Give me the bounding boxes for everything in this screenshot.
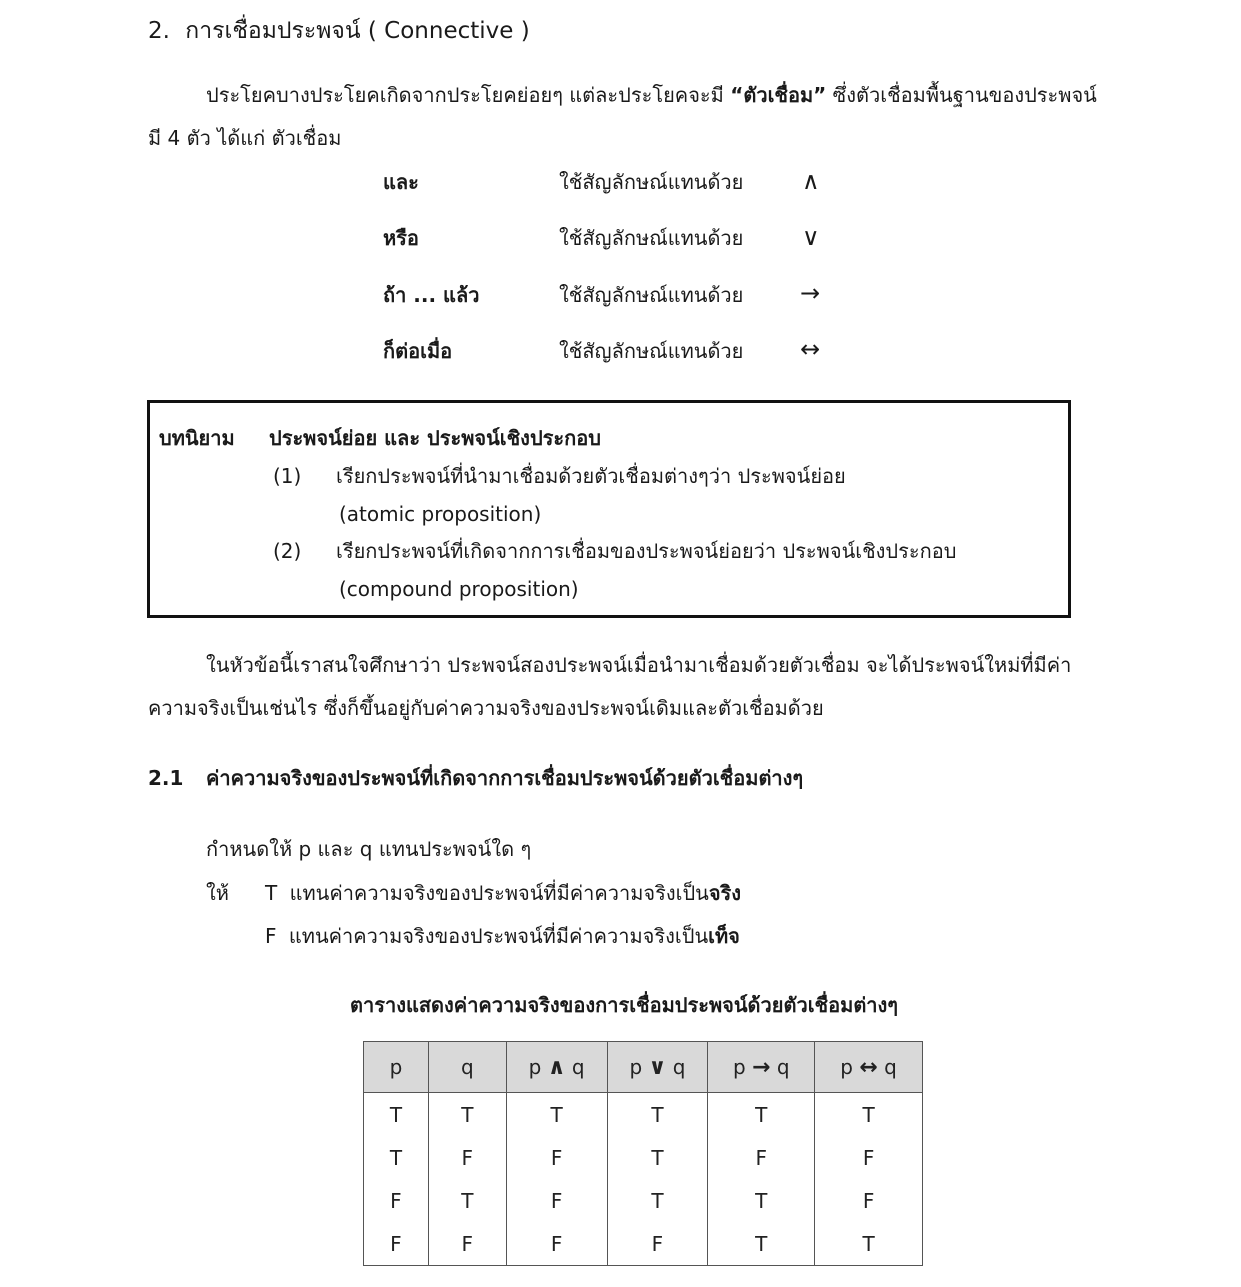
subsection-title: ค่าความจริงของประพจน์ที่เกิดจากการเชื่อมประพจน์ด้วยตัวเชื่อมต่างๆ (206, 766, 804, 790)
table-cell: T (506, 1093, 607, 1137)
definition-item-text: เรียกประพจน์ที่นำมาเชื่อมด้วยตัวเชื่อมต่างๆว่า ประพจน์ย่อย (336, 464, 846, 488)
connective-word: หรือ (383, 226, 419, 250)
true-definition (265, 880, 741, 906)
table-cell: T (607, 1179, 708, 1222)
definition-item-english: (atomic proposition) (339, 502, 542, 526)
and-symbol: ∧ (547, 1054, 566, 1080)
table-cell: F (506, 1222, 607, 1266)
table-cell: T (815, 1222, 923, 1266)
paragraph-line-2: ความจริงเป็นเช่นไร ซึ่งก็ขึ้นอยู่กับค่าความจริงของประพจน์เดิมและตัวเชื่อมด้วย (148, 696, 824, 720)
connective-word: ก็ต่อเมื่อ (383, 339, 453, 363)
table-row (364, 1093, 923, 1137)
table-cell: T (364, 1136, 429, 1179)
subsection-number: 2.1 (148, 766, 184, 790)
table-cell: T (428, 1179, 506, 1222)
connective-phrase: ใช้สัญลักษณ์แทนด้วย (559, 283, 744, 307)
section-number: 2. (148, 18, 170, 44)
table-cell: T (815, 1093, 923, 1137)
table-cell: T (607, 1136, 708, 1179)
table-row (364, 1136, 923, 1179)
connective-word: และ (383, 170, 419, 194)
header-implies: p → q (708, 1042, 815, 1093)
table-cell: F (506, 1179, 607, 1222)
implies-symbol: → (800, 279, 821, 307)
paragraph-line-1: ในหัวข้อนี้เราสนใจศึกษาว่า ประพจน์สองประพจน์เมื่อนำมาเชื่อมด้วยตัวเชื่อม จะได้ประพจน์ใหม่ที่มีค่า (206, 653, 1072, 677)
connective-phrase: ใช้สัญลักษณ์แทนด้วย (559, 226, 744, 250)
or-symbol: ∨ (802, 223, 820, 251)
table-cell: F (607, 1222, 708, 1266)
connective-word: ถ้า ... แล้ว (383, 283, 480, 307)
table-cell: T (607, 1093, 708, 1137)
intro-line-1 (206, 82, 1097, 108)
section-heading (148, 16, 530, 46)
definition-title: ประพจน์ย่อย และ ประพจน์เชิงประกอบ (269, 426, 601, 450)
let-word: ให้ (206, 881, 229, 905)
table-cell: T (428, 1093, 506, 1137)
table-cell: F (708, 1136, 815, 1179)
header-iff: p ↔ q (815, 1042, 923, 1093)
false-text: แทนค่าความจริงของประพจน์ที่มีค่าความจริงเป็น (288, 924, 709, 948)
header-or: p ∨ q (607, 1042, 708, 1093)
table-cell: F (815, 1179, 923, 1222)
table-cell: T (708, 1179, 815, 1222)
false-letter: F (265, 924, 277, 948)
header-and: p ∧ q (506, 1042, 607, 1093)
definition-item-number: (2) (273, 539, 302, 563)
definition-label: บทนิยาม (159, 426, 235, 450)
true-text: แทนค่าความจริงของประพจน์ที่มีค่าความจริงเป็น (289, 881, 709, 905)
table-cell: F (506, 1136, 607, 1179)
table-row (364, 1222, 923, 1266)
iff-symbol: ↔ (859, 1054, 878, 1080)
table-cell: T (364, 1093, 429, 1137)
intro-text-after: ซึ่งตัวเชื่อมพื้นฐานของประพจน์ (826, 83, 1097, 107)
givens-line: กำหนดให้ p และ q แทนประพจน์ใด ๆ (206, 837, 532, 861)
iff-symbol: ↔ (800, 335, 821, 363)
table-cell: F (428, 1222, 506, 1266)
table-cell: T (708, 1093, 815, 1137)
or-symbol: ∨ (648, 1054, 667, 1080)
false-definition (265, 923, 740, 949)
implies-symbol: → (752, 1054, 771, 1080)
and-symbol: ∧ (802, 167, 820, 195)
header-q: q (428, 1042, 506, 1093)
table-cell: F (428, 1136, 506, 1179)
definition-item-text: เรียกประพจน์ที่เกิดจากการเชื่อมของประพจน์ย่อยว่า ประพจน์เชิงประกอบ (336, 539, 957, 563)
definition-item-english: (compound proposition) (339, 577, 579, 601)
false-word: เท็จ (708, 924, 740, 948)
table-row (364, 1179, 923, 1222)
section-title: การเชื่อมประพจน์ ( Connective ) (185, 18, 530, 44)
intro-text-before: ประโยคบางประโยคเกิดจากประโยคย่อยๆ แต่ละประโยคจะมี (206, 83, 731, 107)
true-word: จริง (708, 881, 742, 905)
table-title: ตารางแสดงค่าความจริงของการเชื่อมประพจน์ด้วยตัวเชื่อมต่างๆ (350, 993, 899, 1017)
table-cell: F (364, 1179, 429, 1222)
table-cell: F (815, 1136, 923, 1179)
connective-phrase: ใช้สัญลักษณ์แทนด้วย (559, 339, 744, 363)
definition-item-number: (1) (273, 464, 302, 488)
connective-phrase: ใช้สัญลักษณ์แทนด้วย (559, 170, 744, 194)
intro-line-2: มี 4 ตัว ได้แก่ ตัวเชื่อม (148, 126, 342, 150)
truth-table (363, 1041, 923, 1266)
table-cell: F (364, 1222, 429, 1266)
table-cell: T (708, 1222, 815, 1266)
table-header-row (364, 1042, 923, 1093)
header-p: p (364, 1042, 429, 1093)
intro-bold-term: “ตัวเชื่อม” (730, 83, 827, 107)
true-letter: T (265, 881, 278, 905)
